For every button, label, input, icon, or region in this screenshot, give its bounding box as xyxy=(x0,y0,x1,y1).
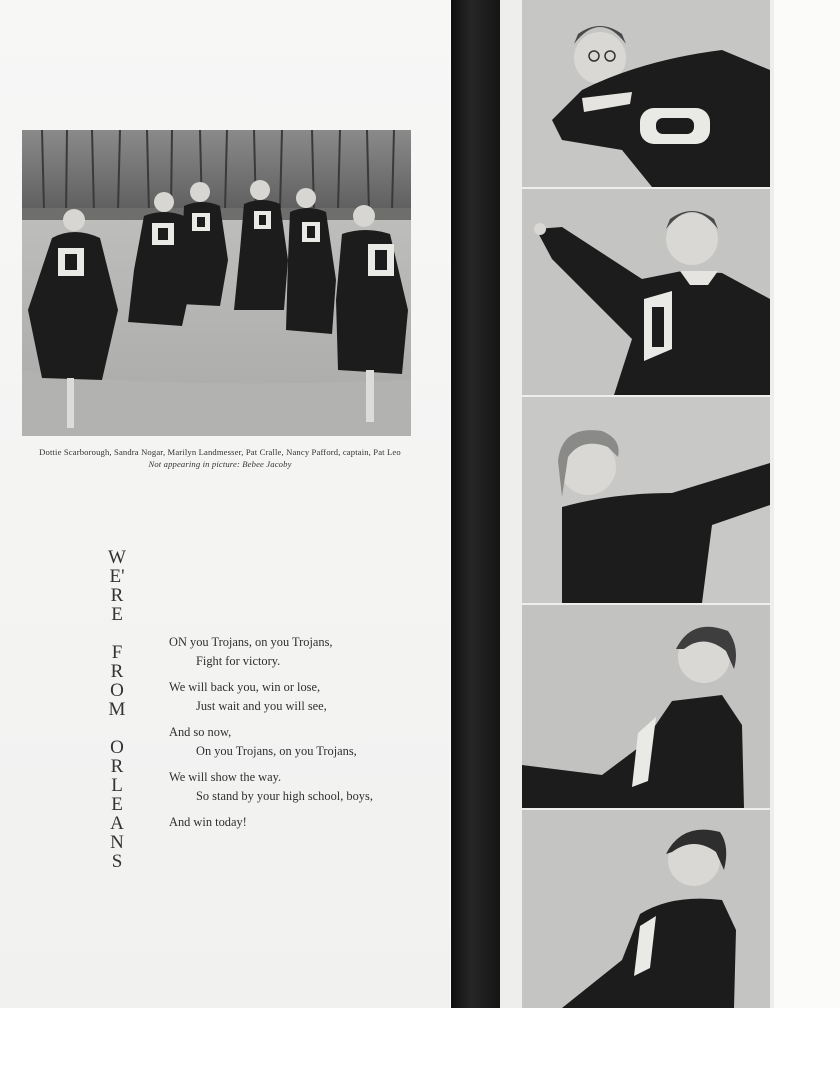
bottom-margin xyxy=(0,1008,840,1087)
lyric-line: We will back you, win or lose, xyxy=(169,680,321,694)
title-letter: O xyxy=(110,737,124,758)
stanza-gap xyxy=(169,671,439,678)
title-letter: R xyxy=(110,661,124,682)
stanza-gap xyxy=(169,716,439,723)
title-letter: O xyxy=(110,680,124,701)
lyric-line: So stand by your high school, boys, xyxy=(196,789,373,803)
caption-names: Dottie Scarborough, Sandra Nogar, Marilyn Landmesser, Pat Cralle, Nancy Pafford, captain, Pat Leo xyxy=(39,447,401,457)
lyric-line: We will show the way. xyxy=(169,770,282,784)
lyric-line: ON you Trojans, on you Trojans, xyxy=(169,635,333,649)
lyric-line: On you Trojans, on you Trojans, xyxy=(196,744,357,758)
cheerleader-portrait-1 xyxy=(522,0,770,187)
stanza-gap xyxy=(169,806,439,813)
title-letter: E xyxy=(111,794,123,815)
lyric-line: Fight for victory. xyxy=(196,654,281,668)
caption-absent-note: Not appearing in picture: Bebee Jacoby xyxy=(148,459,292,469)
title-letter: L xyxy=(111,775,123,796)
center-gutter-bar xyxy=(451,0,501,1008)
title-letter: R xyxy=(110,585,124,606)
cheerleader-portrait-2 xyxy=(522,189,770,395)
cheerleaders-group-photo xyxy=(22,130,411,436)
title-letter: S xyxy=(111,851,123,872)
vertical-title xyxy=(104,548,130,871)
title-letter: F xyxy=(111,642,123,663)
lyric-line: And win today! xyxy=(169,815,247,829)
stanza-gap xyxy=(169,761,439,768)
cheerleader-portrait-4 xyxy=(522,605,770,808)
school-song-lyrics xyxy=(169,633,439,832)
title-letter: R xyxy=(110,756,124,777)
photo-caption xyxy=(0,446,440,470)
title-letter: W xyxy=(108,547,126,568)
title-letter: A xyxy=(110,813,124,834)
title-letter: M xyxy=(108,699,126,720)
lyric-line: Just wait and you will see, xyxy=(196,699,327,713)
title-letter: N xyxy=(110,832,124,853)
cheerleader-portrait-5 xyxy=(522,810,770,1008)
title-letter: E xyxy=(111,604,123,625)
cheerleader-portrait-3 xyxy=(522,397,770,603)
lyric-line: And so now, xyxy=(169,725,232,739)
title-letter: E' xyxy=(109,566,125,587)
